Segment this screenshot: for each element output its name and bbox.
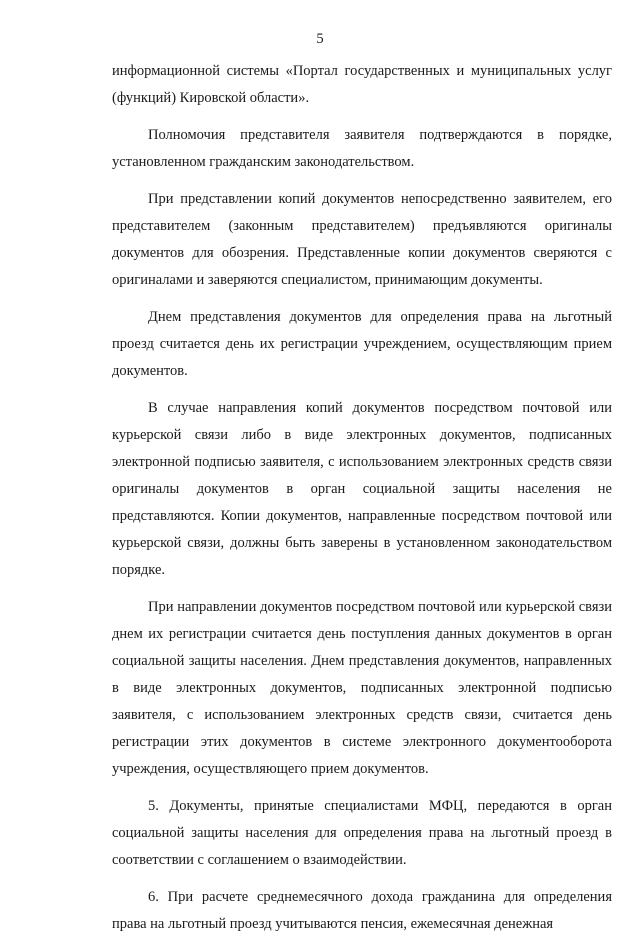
paragraph-submission-date: Днем представления документов для определения права на льготный проезд считается день их регистрации учреждением, осуществляющим прием документов. bbox=[112, 309, 612, 379]
paragraph-registration-date: При направлении документов посредством почтовой или курьерской связи днем их регистрации считается день поступления данных документов в орган социальной защиты населения. Днем представления документов, направленных в виде электронных документов, подписанных электронной подписью заявителя, с использованием электронных средств связи, считается день регистрации этих документов в системе электронного документооборота учреждения, осуществляющего прием документов. bbox=[112, 599, 612, 777]
document-body bbox=[112, 58, 612, 938]
paragraph-copies-presentation: При представлении копий документов непосредственно заявителем, его представителем (законным представителем) предъявляются оригиналы документов для обозрения. Представленные копии документов сверяются с оригиналами и заверяются специалистом, принимающим документы. bbox=[112, 191, 612, 288]
paragraph-postal-electronic-copies: В случае направления копий документов посредством почтовой или курьерской связи либо в виде электронных документов, подписанных электронной подписью заявителя, с использованием электронных средств связи оригиналы документов в орган социальной защиты населения не представляются. Копии документов, направленные посредством почтовой или курьерской связи, должны быть заверены в установленном законодательством порядке. bbox=[112, 400, 612, 578]
page-number: 5 bbox=[316, 31, 324, 47]
paragraph-item-6: 6. При расчете среднемесячного дохода гражданина для определения права на льготный проезд учитываются пенсия, ежемесячная денежная bbox=[112, 889, 612, 932]
paragraph-item-5: 5. Документы, принятые специалистами МФЦ, передаются в орган социальной защиты населения для определения права на льготный проезд в соответствии с соглашением о взаимодействии. bbox=[112, 798, 612, 868]
paragraph-continuation: информационной системы «Портал государственных и муниципальных услуг (функций) Кировской области». bbox=[112, 63, 612, 106]
paragraph-representative-authority: Полномочия представителя заявителя подтверждаются в порядке, установленном гражданским законодательством. bbox=[112, 127, 612, 170]
